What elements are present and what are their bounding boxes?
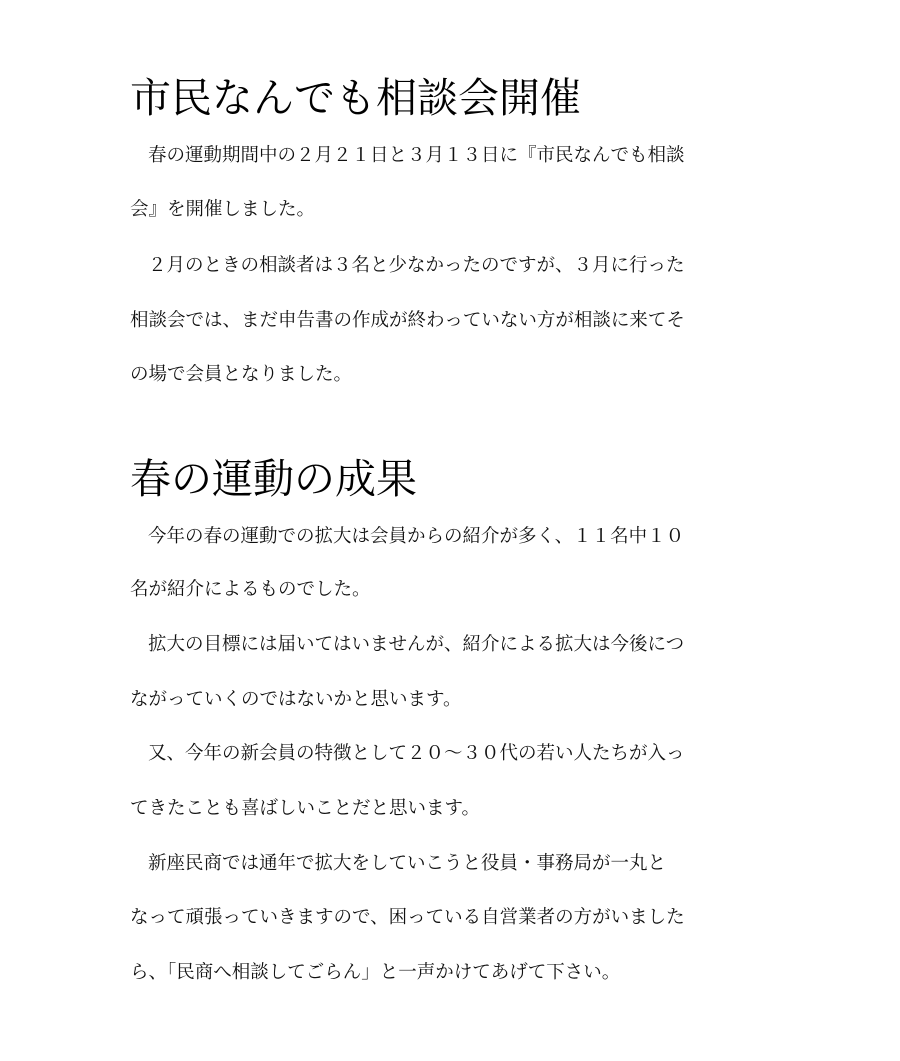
- paragraph-line: 会』を開催しました。: [130, 199, 316, 220]
- paragraph-line: 春の運動期間中の２月２１日と３月１３日に『市民なんでも相談: [148, 145, 685, 166]
- paragraph-line: 又、今年の新会員の特徴として２０～３０代の若い人たちが入っ: [148, 743, 685, 764]
- paragraph-line: 新座民商では通年で拡大をしていこうと役員・事務局が一丸と: [148, 853, 667, 874]
- paragraph-line: 名が紹介によるものでした。: [130, 579, 371, 600]
- paragraph-line: 今年の春の運動での拡大は会員からの紹介が多く、１１名中１０: [148, 526, 685, 547]
- paragraph-line: てきたことも喜ばしいことだと思います。: [130, 798, 481, 819]
- paragraph-line: の場で会員となりました。: [130, 364, 353, 385]
- paragraph-line: ２月のときの相談者は３名と少なかったのですが、３月に行った: [148, 255, 685, 276]
- paragraph-line: 拡大の目標には届いてはいませんが、紹介による拡大は今後につ: [148, 634, 685, 655]
- paragraph-line: ら、「民商へ相談してごらん」と一声かけてあげて下さい。: [130, 962, 621, 983]
- section-heading-results: 春の運動の成果: [130, 455, 417, 503]
- paragraph-line: 相談会では、まだ申告書の作成が終わっていない方が相談に来てそ: [130, 310, 685, 331]
- section-heading-consultation: 市民なんでも相談会開催: [130, 74, 581, 122]
- paragraph-line: なって頑張っていきますので、困っている自営業者の方がいました: [130, 907, 685, 928]
- paragraph-line: ながっていくのではないかと思います。: [130, 689, 462, 710]
